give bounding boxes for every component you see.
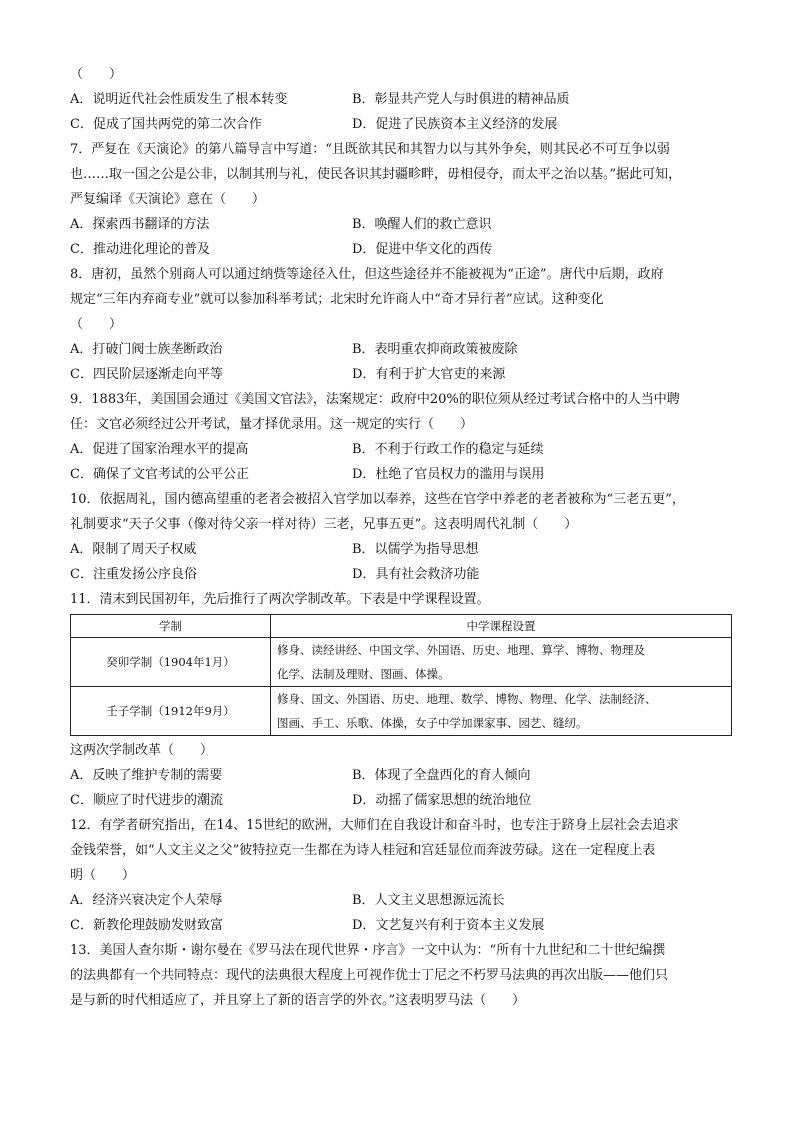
option-c[interactable]: C．新教伦理鼓励发财致富 bbox=[70, 918, 223, 933]
option-b[interactable]: B．表明重农抑商政策被废除 bbox=[352, 342, 518, 357]
option-c[interactable]: C．四民阶层逐渐走向平等 bbox=[70, 367, 223, 382]
option-a[interactable]: A．促进了国家治理水平的提高 bbox=[70, 442, 249, 457]
option-b[interactable]: B．人文主义思想源远流长 bbox=[352, 893, 505, 908]
options-row bbox=[70, 537, 732, 562]
question-9 bbox=[70, 387, 732, 487]
table-row bbox=[71, 638, 732, 687]
option-d[interactable]: D．促进中华文化的西传 bbox=[352, 242, 493, 257]
question-stem: 9．1883年，美国国会通过《美国文官法》，法案规定：政府中20%的职位须从经过考试合格中的人当中聘 bbox=[70, 392, 680, 407]
option-c[interactable]: C．注重发扬公序良俗 bbox=[70, 567, 197, 582]
options-row bbox=[70, 788, 732, 813]
table-header-courses: 中学课程设置 bbox=[271, 615, 732, 638]
question-stem: （ ） bbox=[70, 67, 123, 82]
options-row bbox=[70, 462, 732, 487]
question-stem: 10．依据周礼，国内德高望重的老者会被招入官学加以奉养，这些在官学中养老的老者被称为“三老五更”， bbox=[70, 492, 685, 507]
question-stem: 礼制要求“天子父事（像对待父亲一样对待）三老，兄事五更”。这表明周代礼制（ ） bbox=[70, 517, 578, 532]
question-stem: 12．有学者研究指出，在14、15世纪的欧洲，大师们在自我设计和奋斗时，也专注于跻身上层社会去追求 bbox=[70, 818, 679, 833]
courses-line: 图画、手工、乐歌、体操，女子中学加课家事、园艺、缝纫。 bbox=[277, 716, 588, 730]
curriculum-table bbox=[70, 614, 732, 736]
option-b[interactable]: B．不利于行政工作的稳定与延续 bbox=[352, 442, 544, 457]
option-c[interactable]: C．顺应了时代进步的潮流 bbox=[70, 793, 223, 808]
courses-cell bbox=[271, 687, 732, 736]
question-11 bbox=[70, 587, 732, 813]
options-row bbox=[70, 212, 732, 237]
question-stem: 这两次学制改革（ ） bbox=[70, 743, 214, 758]
question-stem: 规定“三年内弃商专业”就可以参加科举考试；北宋时允许商人中“奇才异行者”应试。这种变化 bbox=[70, 292, 604, 307]
table-row bbox=[71, 687, 732, 736]
option-d[interactable]: D．有利于扩大官吏的来源 bbox=[352, 367, 506, 382]
question-8 bbox=[70, 262, 732, 387]
question-stem: 11．清末到民国初年，先后推行了两次学制改革。下表是中学课程设置。 bbox=[70, 592, 490, 607]
question-stem: 金钱荣誉，如“人文主义之父”彼特拉克一生都在为诗人桂冠和宫廷显位而奔波劳碌。这在一定程度上表 bbox=[70, 843, 656, 858]
options-row bbox=[70, 112, 732, 137]
options-row bbox=[70, 888, 732, 913]
question-stem: 7．严复在《天演论》的第八篇导言中写道：“且既欲其民和其智力以与其外争矣，则其民必不可互争以弱 bbox=[70, 142, 670, 157]
options-row bbox=[70, 337, 732, 362]
question-stem: 明（ ） bbox=[70, 868, 136, 883]
table-header-system: 学制 bbox=[71, 615, 271, 638]
option-a[interactable]: A．经济兴衰决定个人荣辱 bbox=[70, 893, 223, 908]
options-row bbox=[70, 913, 732, 938]
question-stem: 8．唐初，虽然个别商人可以通过纳赀等途径入仕，但这些途径并不能被视为“正途”。唐代中后期，政府 bbox=[70, 267, 664, 282]
option-a[interactable]: A．说明近代社会性质发生了根本转变 bbox=[70, 92, 288, 107]
option-b[interactable]: B．唤醒人们的救亡意识 bbox=[352, 217, 492, 232]
courses-line: 修身、读经讲经、中国文学、外国语、历史、地理、算学、博物、物理及 bbox=[277, 643, 645, 657]
question-10 bbox=[70, 487, 732, 587]
options-row bbox=[70, 437, 732, 462]
exam-page bbox=[70, 62, 732, 1013]
option-a[interactable]: A．打破门阀士族垄断政治 bbox=[70, 342, 223, 357]
question-12 bbox=[70, 813, 732, 938]
school-system-cell: 癸卯学制（1904年1月） bbox=[71, 638, 271, 687]
option-b[interactable]: B．体现了全盘西化的育人倾向 bbox=[352, 768, 531, 783]
options-row bbox=[70, 362, 732, 387]
option-a[interactable]: A．探索西书翻译的方法 bbox=[70, 217, 210, 232]
question-stem: （ ） bbox=[70, 317, 123, 332]
question-stem: 是与新的时代相适应了，并且穿上了新的语言学的外衣。”这表明罗马法（ ） bbox=[70, 993, 526, 1008]
question-stem: 13．美国人查尔斯・谢尔曼在《罗马法在现代世界・序言》一文中认为：“所有十九世纪和二十世纪编撰 bbox=[70, 943, 666, 958]
question-6 bbox=[70, 62, 732, 137]
option-d[interactable]: D．促进了民族资本主义经济的发展 bbox=[352, 117, 558, 132]
option-a[interactable]: A．反映了维护专制的需要 bbox=[70, 768, 223, 783]
question-stem: 任：文官必须经过公开考试，量才择优录用。这一规定的实行（ ） bbox=[70, 417, 474, 432]
question-stem: 的法典都有一个共同特点：现代的法典很大程度上可视作优士丁尼之不朽罗马法典的再次出版——他们只 bbox=[70, 968, 669, 983]
courses-cell bbox=[271, 638, 732, 687]
option-c[interactable]: C．推动进化理论的普及 bbox=[70, 242, 210, 257]
option-a[interactable]: A．限制了周天子权威 bbox=[70, 542, 197, 557]
question-stem: 也……取一国之公是公非，以制其刑与礼，使民各识其封疆畛畔，毋相侵夺，而太平之治以基。”据此可知， bbox=[70, 167, 682, 182]
courses-line: 化学、法制及理财、图画、体操。 bbox=[277, 667, 450, 681]
option-c[interactable]: C．确保了文官考试的公平公正 bbox=[70, 467, 249, 482]
option-d[interactable]: D．动摇了儒家思想的统治地位 bbox=[352, 793, 532, 808]
question-13 bbox=[70, 938, 732, 1013]
options-row bbox=[70, 562, 732, 587]
option-c[interactable]: C．促成了国共两党的第二次合作 bbox=[70, 117, 262, 132]
courses-line: 修身、国文、外国语、历史、地理、数学、博物、物理、化学、法制经济、 bbox=[277, 692, 657, 706]
options-row bbox=[70, 763, 732, 788]
option-b[interactable]: B．彰显共产党人与时俱进的精神品质 bbox=[352, 92, 570, 107]
option-d[interactable]: D．杜绝了官员权力的滥用与误用 bbox=[352, 467, 545, 482]
school-system-cell: 壬子学制（1912年9月） bbox=[71, 687, 271, 736]
table-header-row bbox=[71, 615, 732, 638]
question-stem: 严复编译《天演论》意在（ ） bbox=[70, 192, 266, 207]
options-row bbox=[70, 87, 732, 112]
options-row bbox=[70, 237, 732, 262]
option-d[interactable]: D．文艺复兴有利于资本主义发展 bbox=[352, 918, 545, 933]
question-7 bbox=[70, 137, 732, 262]
option-b[interactable]: B．以儒学为指导思想 bbox=[352, 542, 479, 557]
option-d[interactable]: D．具有社会救济功能 bbox=[352, 567, 480, 582]
